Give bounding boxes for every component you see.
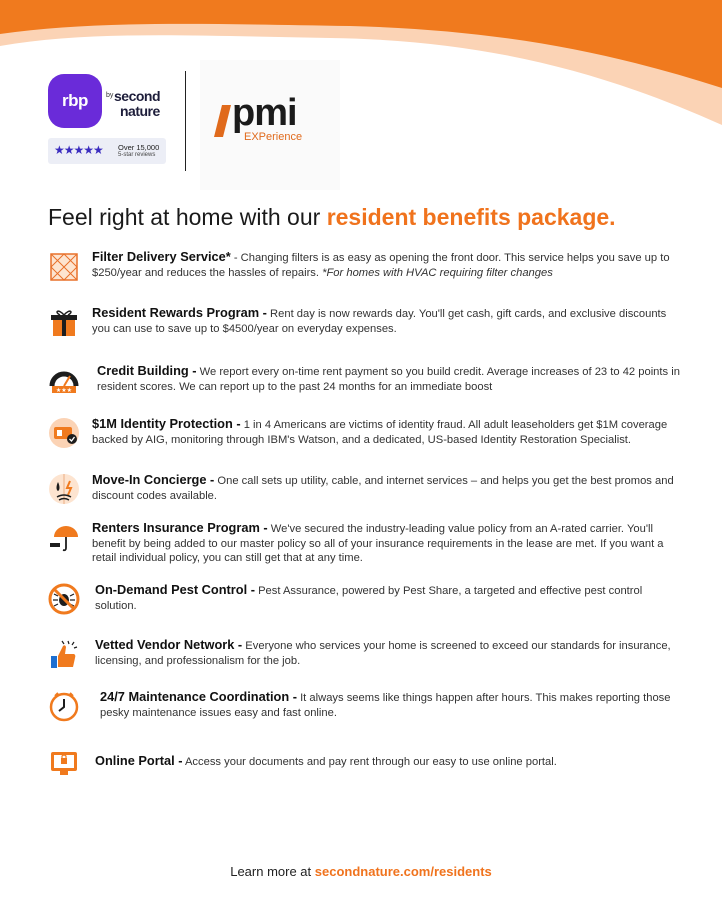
logo-divider: [185, 71, 186, 171]
reviews-count: Over 15,000: [118, 143, 160, 152]
benefit-title: Renters Insurance Program -: [92, 520, 268, 535]
identity-card-icon: [48, 417, 80, 449]
benefit-title: Credit Building -: [97, 363, 197, 378]
benefit-description: Everyone who services your home is screened to exceed our standards for insurance, licensing, and professionalism for the job.: [95, 640, 671, 667]
benefit-text: [92, 417, 678, 447]
benefit-text: [97, 364, 683, 394]
clock-icon: [48, 690, 80, 722]
footer-lead: Learn more at: [230, 864, 315, 879]
credit-gauge-icon: [48, 364, 80, 396]
benefit-text: [95, 754, 681, 770]
portal-monitor-icon: [48, 746, 80, 778]
benefit-note: *For homes with HVAC requiring filter changes: [322, 266, 553, 279]
rbp-logo-mark: rbp: [48, 74, 102, 128]
rbp-by-text: by: [106, 92, 114, 99]
pmi-logo: [200, 60, 340, 190]
benefit-text: [100, 690, 686, 720]
benefit-title: $1M Identity Protection -: [92, 416, 241, 431]
umbrella-icon: [48, 521, 80, 553]
filter-icon: [48, 250, 80, 282]
benefit-description: We report every on-time rent payment so you build credit. Average increases of 23 to 42 points in resident scores. We can report up to the past 24 months for an immediate boost: [97, 366, 680, 393]
svg-text:★★★: ★★★: [55, 387, 73, 394]
gift-icon: [48, 306, 80, 338]
rbp-company-line1: second: [114, 88, 161, 104]
benefit-description: One call sets up utility, cable, and internet services – and helps you get the best promos and discount codes available.: [92, 475, 674, 502]
benefit-description: It always seems like things happen after hours. This makes reporting those pesky maintenance issues easy and fast online.: [100, 692, 671, 719]
pmi-logo-word: pmi: [232, 92, 297, 134]
benefit-description: Pest Assurance, powered by Pest Share, a targeted and effective pest control solution.: [95, 585, 643, 612]
benefit-description: Access your documents and pay rent through our easy to use online portal.: [182, 756, 557, 768]
benefit-text: [92, 521, 678, 566]
rbp-company-line2: nature: [120, 103, 160, 119]
headline-lead: Feel right at home with our: [48, 204, 327, 230]
utilities-icon: [48, 473, 80, 505]
benefit-title: Vetted Vendor Network -: [95, 637, 243, 652]
benefit-text: [92, 306, 678, 336]
benefit-title: 24/7 Maintenance Coordination -: [100, 689, 297, 704]
benefit-description: 1 in 4 Americans are victims of identity fraud. All adult leaseholders get $1M coverage backed by AIG, monitoring through IBM's Watson, and a dedicated, US-based Identity Restoration Specialist.: [92, 419, 668, 446]
benefit-description: We've secured the industry-leading value policy from an A-rated carrier. You'll benefit by being added to our master policy so all of your insurance requirements in the lease are met. If you want a retail individual policy, you can still get that at any time.: [92, 523, 664, 564]
page-headline: [48, 204, 688, 231]
benefit-title: Filter Delivery Service*: [92, 249, 231, 264]
benefit-title: Move-In Concierge -: [92, 472, 215, 487]
benefit-text: [92, 250, 678, 280]
reviews-label: 5-star reviews: [118, 152, 156, 158]
benefit-description: - Changing filters is as easy as opening the front door. This service helps you save up to $250/year and reduces the hassles of repairs.: [92, 252, 670, 279]
reviews-badge: [48, 138, 166, 164]
benefit-title: On-Demand Pest Control -: [95, 582, 255, 597]
no-pest-icon: [48, 583, 80, 615]
benefit-text: [95, 638, 681, 668]
pmi-logo-mark: [214, 105, 231, 137]
footer-link[interactable]: secondnature.com/residents: [314, 864, 492, 879]
benefit-text: [95, 583, 681, 613]
benefit-title: Resident Rewards Program -: [92, 305, 267, 320]
headline-highlight: resident benefits package.: [326, 204, 616, 230]
star-rating-icon: ★★★★★: [54, 143, 103, 157]
benefit-title: Online Portal -: [95, 753, 183, 768]
thumbs-up-icon: [48, 638, 80, 670]
benefit-description: Rent day is now rewards day. You'll get cash, gift cards, and exclusive discounts you can use to save up to $4500/year on everyday expenses.: [92, 308, 667, 335]
footer-cta: [0, 864, 722, 879]
pmi-logo-tagline: EXPerience: [244, 131, 303, 143]
benefit-text: [92, 473, 678, 503]
rbp-logo: [48, 74, 178, 134]
